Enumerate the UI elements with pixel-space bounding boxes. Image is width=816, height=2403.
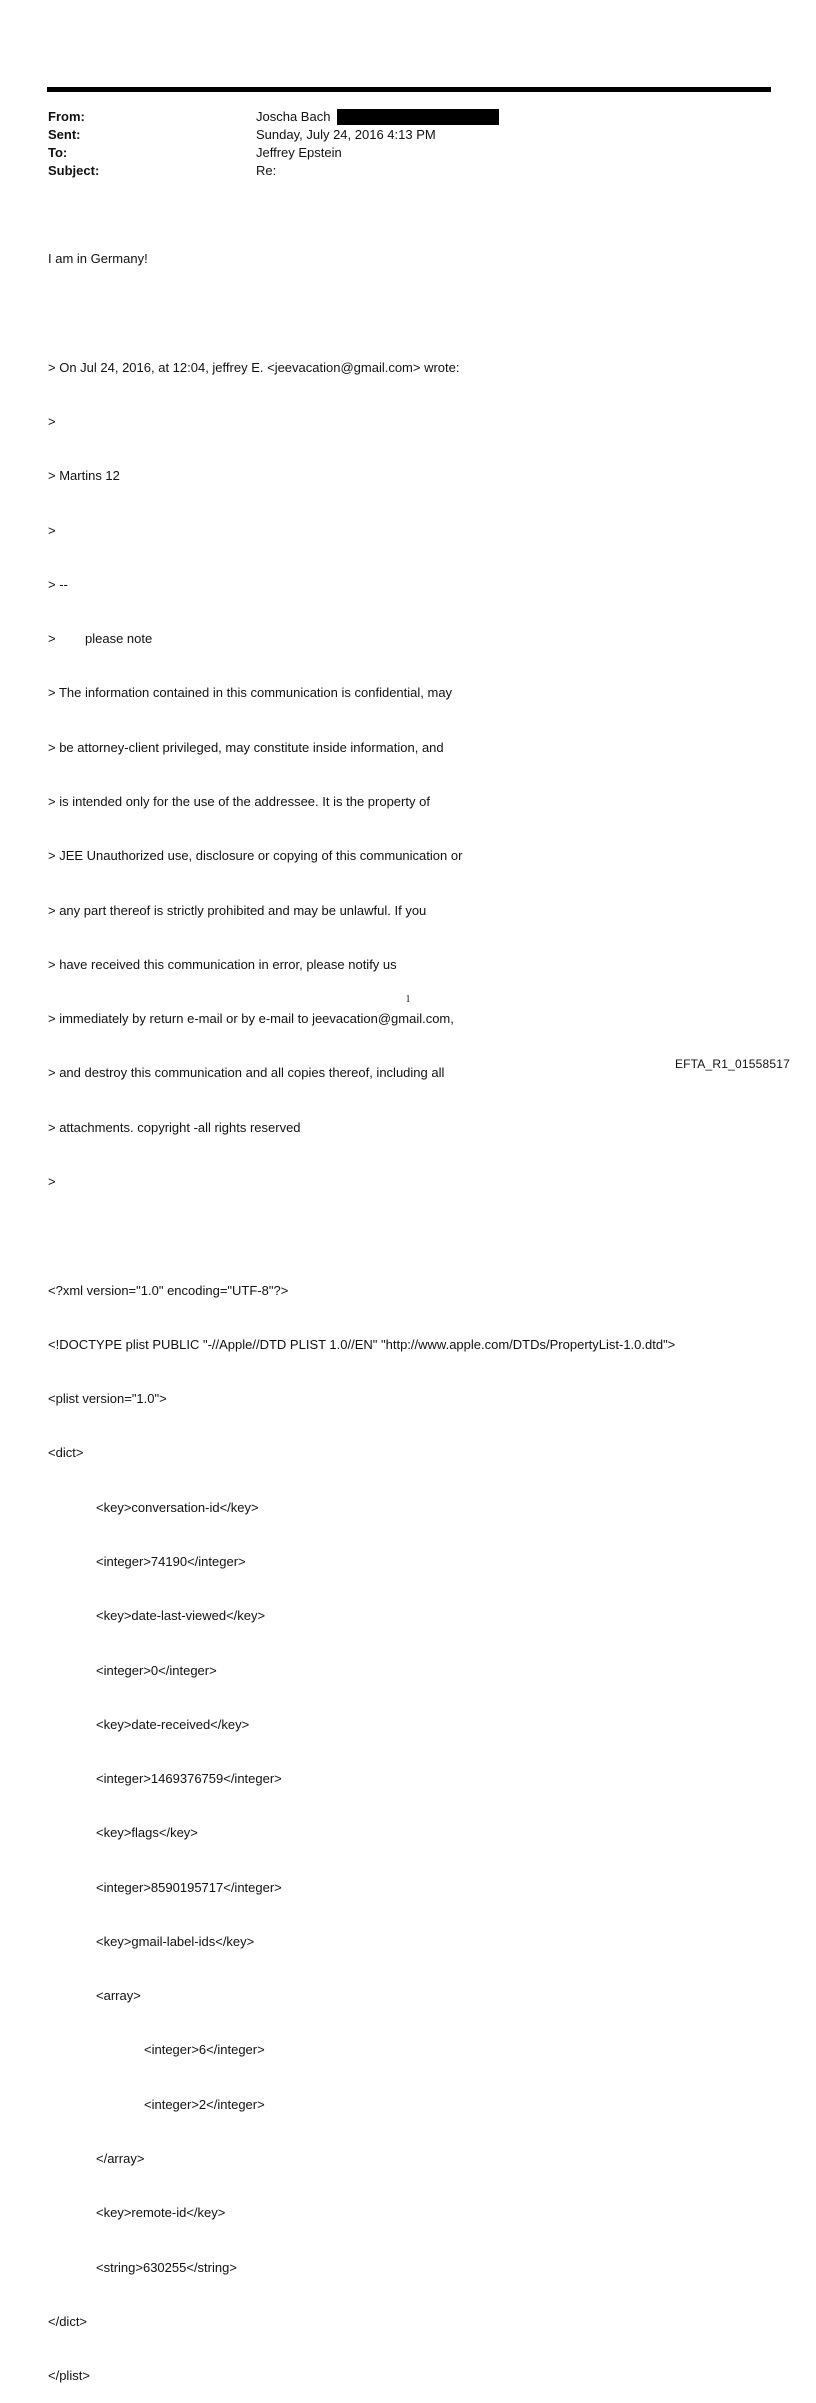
plist-entry: <integer>8590195717</integer>	[96, 1879, 282, 1895]
to-label: To:	[48, 145, 68, 160]
disclaimer-line: > any part thereof is strictly prohibited and may be unlawful. If you	[48, 902, 427, 918]
quoted-line: >	[48, 522, 56, 538]
header-rule	[47, 87, 771, 92]
disclaimer-line: > have received this communication in error, please notify us	[48, 956, 397, 972]
email-header	[48, 108, 748, 180]
plist-line: </plist>	[48, 2368, 90, 2384]
from-value: Joscha Bach	[256, 109, 331, 124]
disclaimer-line: > immediately by return e-mail or by e-mail to jeevacation@gmail.com,	[48, 1011, 454, 1027]
plist-line: <dict>	[48, 1445, 84, 1461]
reply-text: I am in Germany!	[48, 251, 148, 267]
plist-entry: <integer>0</integer>	[96, 1662, 217, 1678]
plist-entry: <array>	[96, 1988, 141, 2004]
from-value-wrap	[256, 108, 499, 126]
disclaimer-line: > be attorney-client privileged, may constitute inside information, and	[48, 739, 444, 755]
plist-entry: <key>date-last-viewed</key>	[96, 1608, 266, 1624]
to-row	[48, 144, 748, 162]
from-label: From:	[48, 109, 85, 124]
disclaimer-line: > The information contained in this communication is confidential, may	[48, 685, 453, 701]
plist-entry: <key>gmail-label-ids</key>	[96, 1933, 255, 1949]
quoted-line: >	[48, 414, 56, 430]
quoted-note-line	[48, 630, 788, 648]
quoted-line: > Martins 12	[48, 468, 120, 484]
disclaimer-line: > is intended only for the use of the addressee. It is the property of	[48, 794, 430, 809]
plist-entry: <integer>74190</integer>	[96, 1553, 246, 1569]
plist-entry: <key>date-received</key>	[96, 1716, 250, 1732]
document-id: EFTA_R1_01558517	[674, 1057, 790, 1071]
sent-label: Sent:	[48, 127, 81, 142]
plist-line: </dict>	[48, 2313, 88, 2329]
to-value: Jeffrey Epstein	[256, 145, 342, 160]
plist-entry: <key>remote-id</key>	[96, 2205, 226, 2221]
page-number: 1	[405, 994, 411, 1005]
subject-value: Re:	[256, 163, 277, 178]
disclaimer-line: > JEE Unauthorized use, disclosure or copying of this communication or	[48, 848, 463, 864]
quoted-line: >	[48, 1173, 56, 1189]
quoted-header: > On Jul 24, 2016, at 12:04, jeffrey E. <jeevacation@gmail.com> wrote:	[48, 359, 460, 375]
plist-entry: <key>conversation-id</key>	[96, 1499, 259, 1515]
plist-line: <!DOCTYPE plist PUBLIC "-//Apple//DTD PLIST 1.0//EN" "http://www.apple.com/DTDs/PropertyList-1.0.dtd">	[48, 1336, 676, 1352]
quote-marker: >	[48, 631, 56, 647]
from-row	[48, 108, 748, 126]
plist-entry: <key>flags</key>	[96, 1825, 198, 1841]
quoted-note: please note	[85, 631, 153, 647]
spacer	[48, 304, 788, 322]
plist-line: <plist version="1.0">	[48, 1391, 167, 1407]
plist-entry: </array>	[96, 2151, 145, 2167]
spacer	[48, 1227, 788, 1245]
disclaimer-line: > attachments. copyright -all rights reserved	[48, 1119, 301, 1135]
redaction-block	[337, 109, 499, 125]
plist-array-item: <integer>2</integer>	[144, 2096, 265, 2112]
quoted-line: > --	[48, 576, 68, 592]
sent-row	[48, 126, 748, 144]
plist-array-item: <integer>6</integer>	[144, 2042, 265, 2058]
plist-entry: <string>630255</string>	[96, 2259, 237, 2275]
plist-entry: <integer>1469376759</integer>	[96, 1771, 282, 1787]
plist-line: <?xml version="1.0" encoding="UTF-8"?>	[48, 1282, 289, 1298]
disclaimer-line: > and destroy this communication and all copies thereof, including all	[48, 1065, 445, 1081]
sent-value: Sunday, July 24, 2016 4:13 PM	[256, 127, 436, 142]
subject-row	[48, 162, 748, 180]
subject-label: Subject:	[48, 163, 100, 178]
email-body	[48, 214, 788, 2403]
